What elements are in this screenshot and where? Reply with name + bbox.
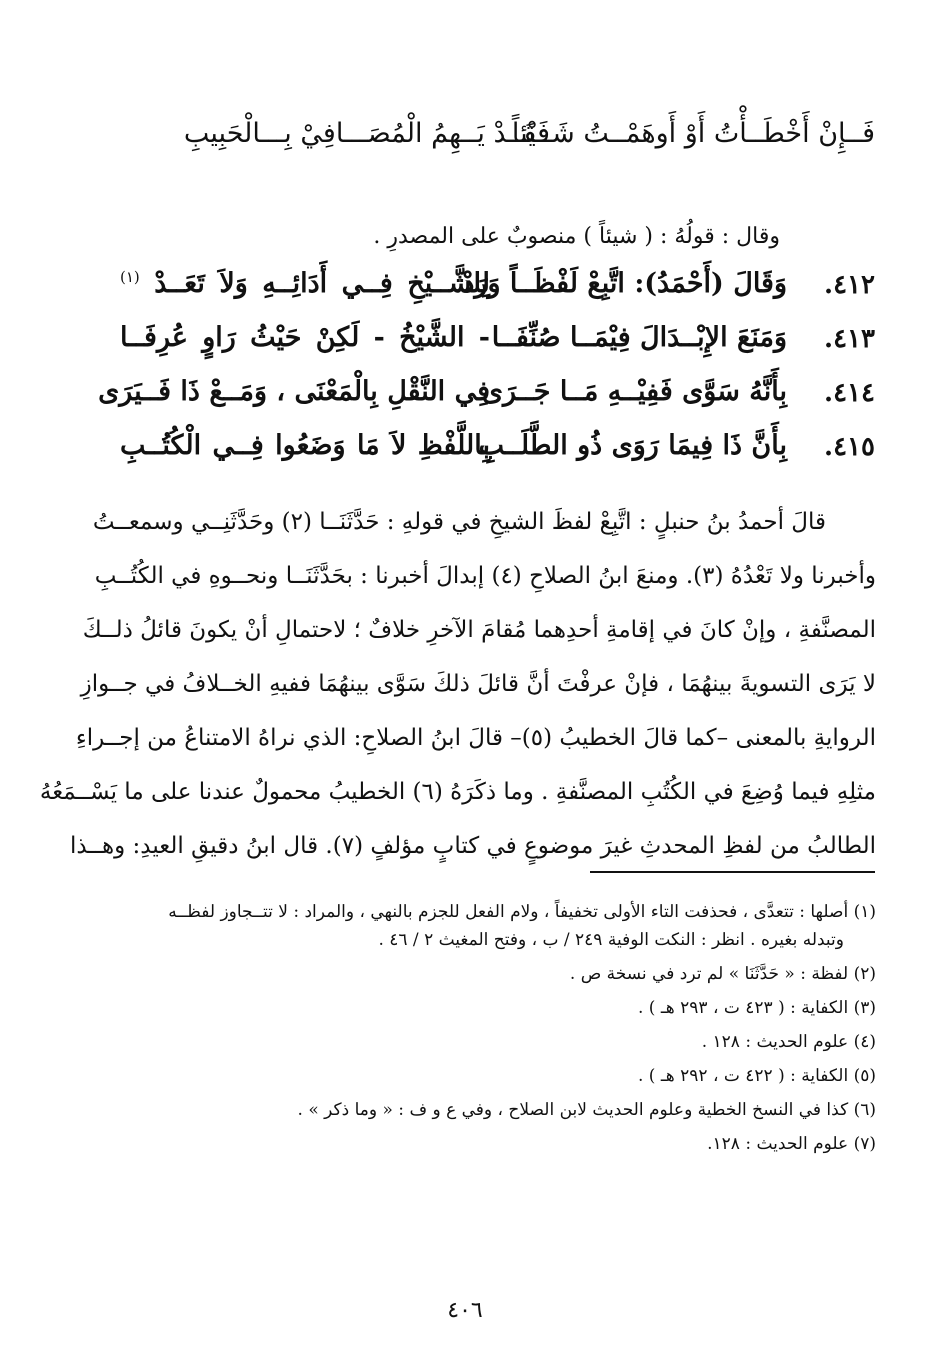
verse-415: [120, 426, 875, 480]
commentary-line: الروايةِ بالمعنى –كما قالَ الخطيبُ (٥)– قالَ ابنُ الصلاحِ: الذي نراهُ الامتناعُ من إجــراءِ: [75, 725, 876, 751]
page-number: ٤٠٦: [447, 1298, 483, 1323]
footnote-4: (٤) علوم الحديث : ١٢٨ .: [701, 1032, 876, 1052]
commentary-line: وأخبرنا ولا تَعْدُهُ (٣). ومنعَ ابنُ الصلاحِ (٤) إبدالَ أخبرنا : بحَدَّثَنَــا ونحــوهِ في الكُتُــبِ: [94, 563, 876, 589]
footnote-ref: (١): [120, 268, 140, 286]
footnote-1: [118, 898, 876, 954]
verse-hemistich-second: فَقَــدْ يَــهِمُ الْمُصَـــافِيْ بِـــالْحَبِيبِ: [183, 118, 550, 149]
opening-verse: [120, 118, 875, 162]
verse-hemistich-second: بِاللَّفْظِ لاَ مَا وَضَعُوا فِــي الْكُتُــبِ: [120, 430, 490, 461]
verse-hemistich-second: - الشَّيْخُ - لَكِنْ حَيْثُ رَاوٍ عُرِفَــا: [120, 322, 490, 353]
commentary-paragraph: [39, 495, 876, 873]
verse-list: [98, 264, 875, 480]
footnote-continuation: وتبدله بغيره . انظر : النكت الوفية ٢٤٩ / ب ، وفتح المغيث ٢ / ٤٦ .: [378, 930, 844, 950]
verse-text: لِلشَّــيْخِ فِــي أَدَائِــهِ وَلاَ تَعَــدْ: [154, 268, 490, 299]
verse-412: [120, 264, 875, 318]
footnote-text: (١) أصلها : تتعدَّى ، فحذفت التاء الأولى تخفيفاً ، ولام الفعل للجزم بالنهي ، والمراد : لا تتــجاوز لفظــه: [168, 902, 876, 922]
commentary-line: مثلِهِ فيما وُضِعَ في الكُتُبِ المصنَّفةِ . وما ذكَرَهُ (٦) الخطيبُ محمولٌ عندنا على ما يَسْــمَعُهُ: [39, 779, 876, 805]
verse-number: ٤١٥.: [824, 432, 875, 462]
verse-hemistich-first: وَقَالَ (أَحْمَدُ): اتَّبِعْ لَفْظَــاً وَرَدْ: [462, 268, 787, 299]
verse-413: [120, 318, 875, 372]
commentary-line: الطالبُ من لفظِ المحدثِ غيرَ موضوعٍ في كتابٍ مؤلفٍ (٧). قال ابنُ دقيقِ العيدِ: وهــذا: [70, 833, 876, 859]
verse-hemistich-first: بِأَنَّهُ سَوَّى فَفِيْــهِ مَــا جَــرَى: [481, 376, 787, 407]
verse-414: [98, 372, 875, 426]
verse-hemistich-first: فَــإِنْ أَخْطَــأْتُ أَوْ أَوهَمْــتُ شَــيْئاً: [511, 118, 875, 149]
commentary-line: المصنَّفةِ ، وإنْ كانَ في إقامةِ أحدِهما مُقامَ الآخرِ خلافٌ ؛ لاحتمالِ أنْ يكونَ قائلُ ذلــكَ: [82, 617, 876, 643]
commentary-line: لا يَرَى التسويةَ بينهُمَا ، فإنْ عرفْتَ أنَّ قائلَ ذلكَ سَوَّى بينهُمَا ففيهِ الخــلافُ في جــوازِ: [80, 671, 876, 697]
footnote-2: (٢) لفظة : « حَدَّثَنَا » لم ترد في نسخة ص .: [569, 964, 876, 984]
verse-hemistich-first: بِأَنَّ ذَا فِيمَا رَوَى ذُو الطَّلَــبِ: [478, 430, 787, 461]
footnote-7: (٧) علوم الحديث : ١٢٨.: [707, 1134, 876, 1154]
footnote-5: (٥) الكفاية : ( ٤٢٢ ت ، ٢٩٢ هـ ) .: [637, 1066, 876, 1086]
verse-number: ٤١٤.: [824, 378, 875, 408]
intro-note: وقال : قولُهُ : ( شيئاً ) منصوبٌ على المصدرِ .: [373, 224, 780, 249]
footnote-separator: [590, 871, 875, 873]
footnote-6: (٦) كذا في النسخ الخطية وعلوم الحديث لابن الصلاح ، وفي ع و ف : « وما ذكر » .: [297, 1100, 876, 1120]
verse-number: ٤١٣.: [824, 324, 875, 354]
footnote-3: (٣) الكفاية : ( ٤٢٣ ت ، ٢٩٣ هـ ) .: [637, 998, 876, 1018]
verse-hemistich-second: فِي النَّقْلِ بِالْمَعْنَى ، وَمَــعْ ذَا فَــيَرَى: [98, 376, 490, 407]
verse-number: ٤١٢.: [824, 270, 875, 300]
verse-hemistich-second: [120, 268, 490, 299]
footnotes: [118, 898, 876, 1164]
commentary-line: قالَ أحمدُ بنُ حنبلٍ : اتَّبِعْ لفظَ الشيخِ في قولهِ : حَدَّثَنَــا (٢) وحَدَّثَنِــي وسمعــتُ: [92, 509, 826, 535]
verse-hemistich-first: وَمَنَعَ الإِبْــدَالَ فِيْمَــا صُنِّفَــا: [491, 322, 787, 353]
